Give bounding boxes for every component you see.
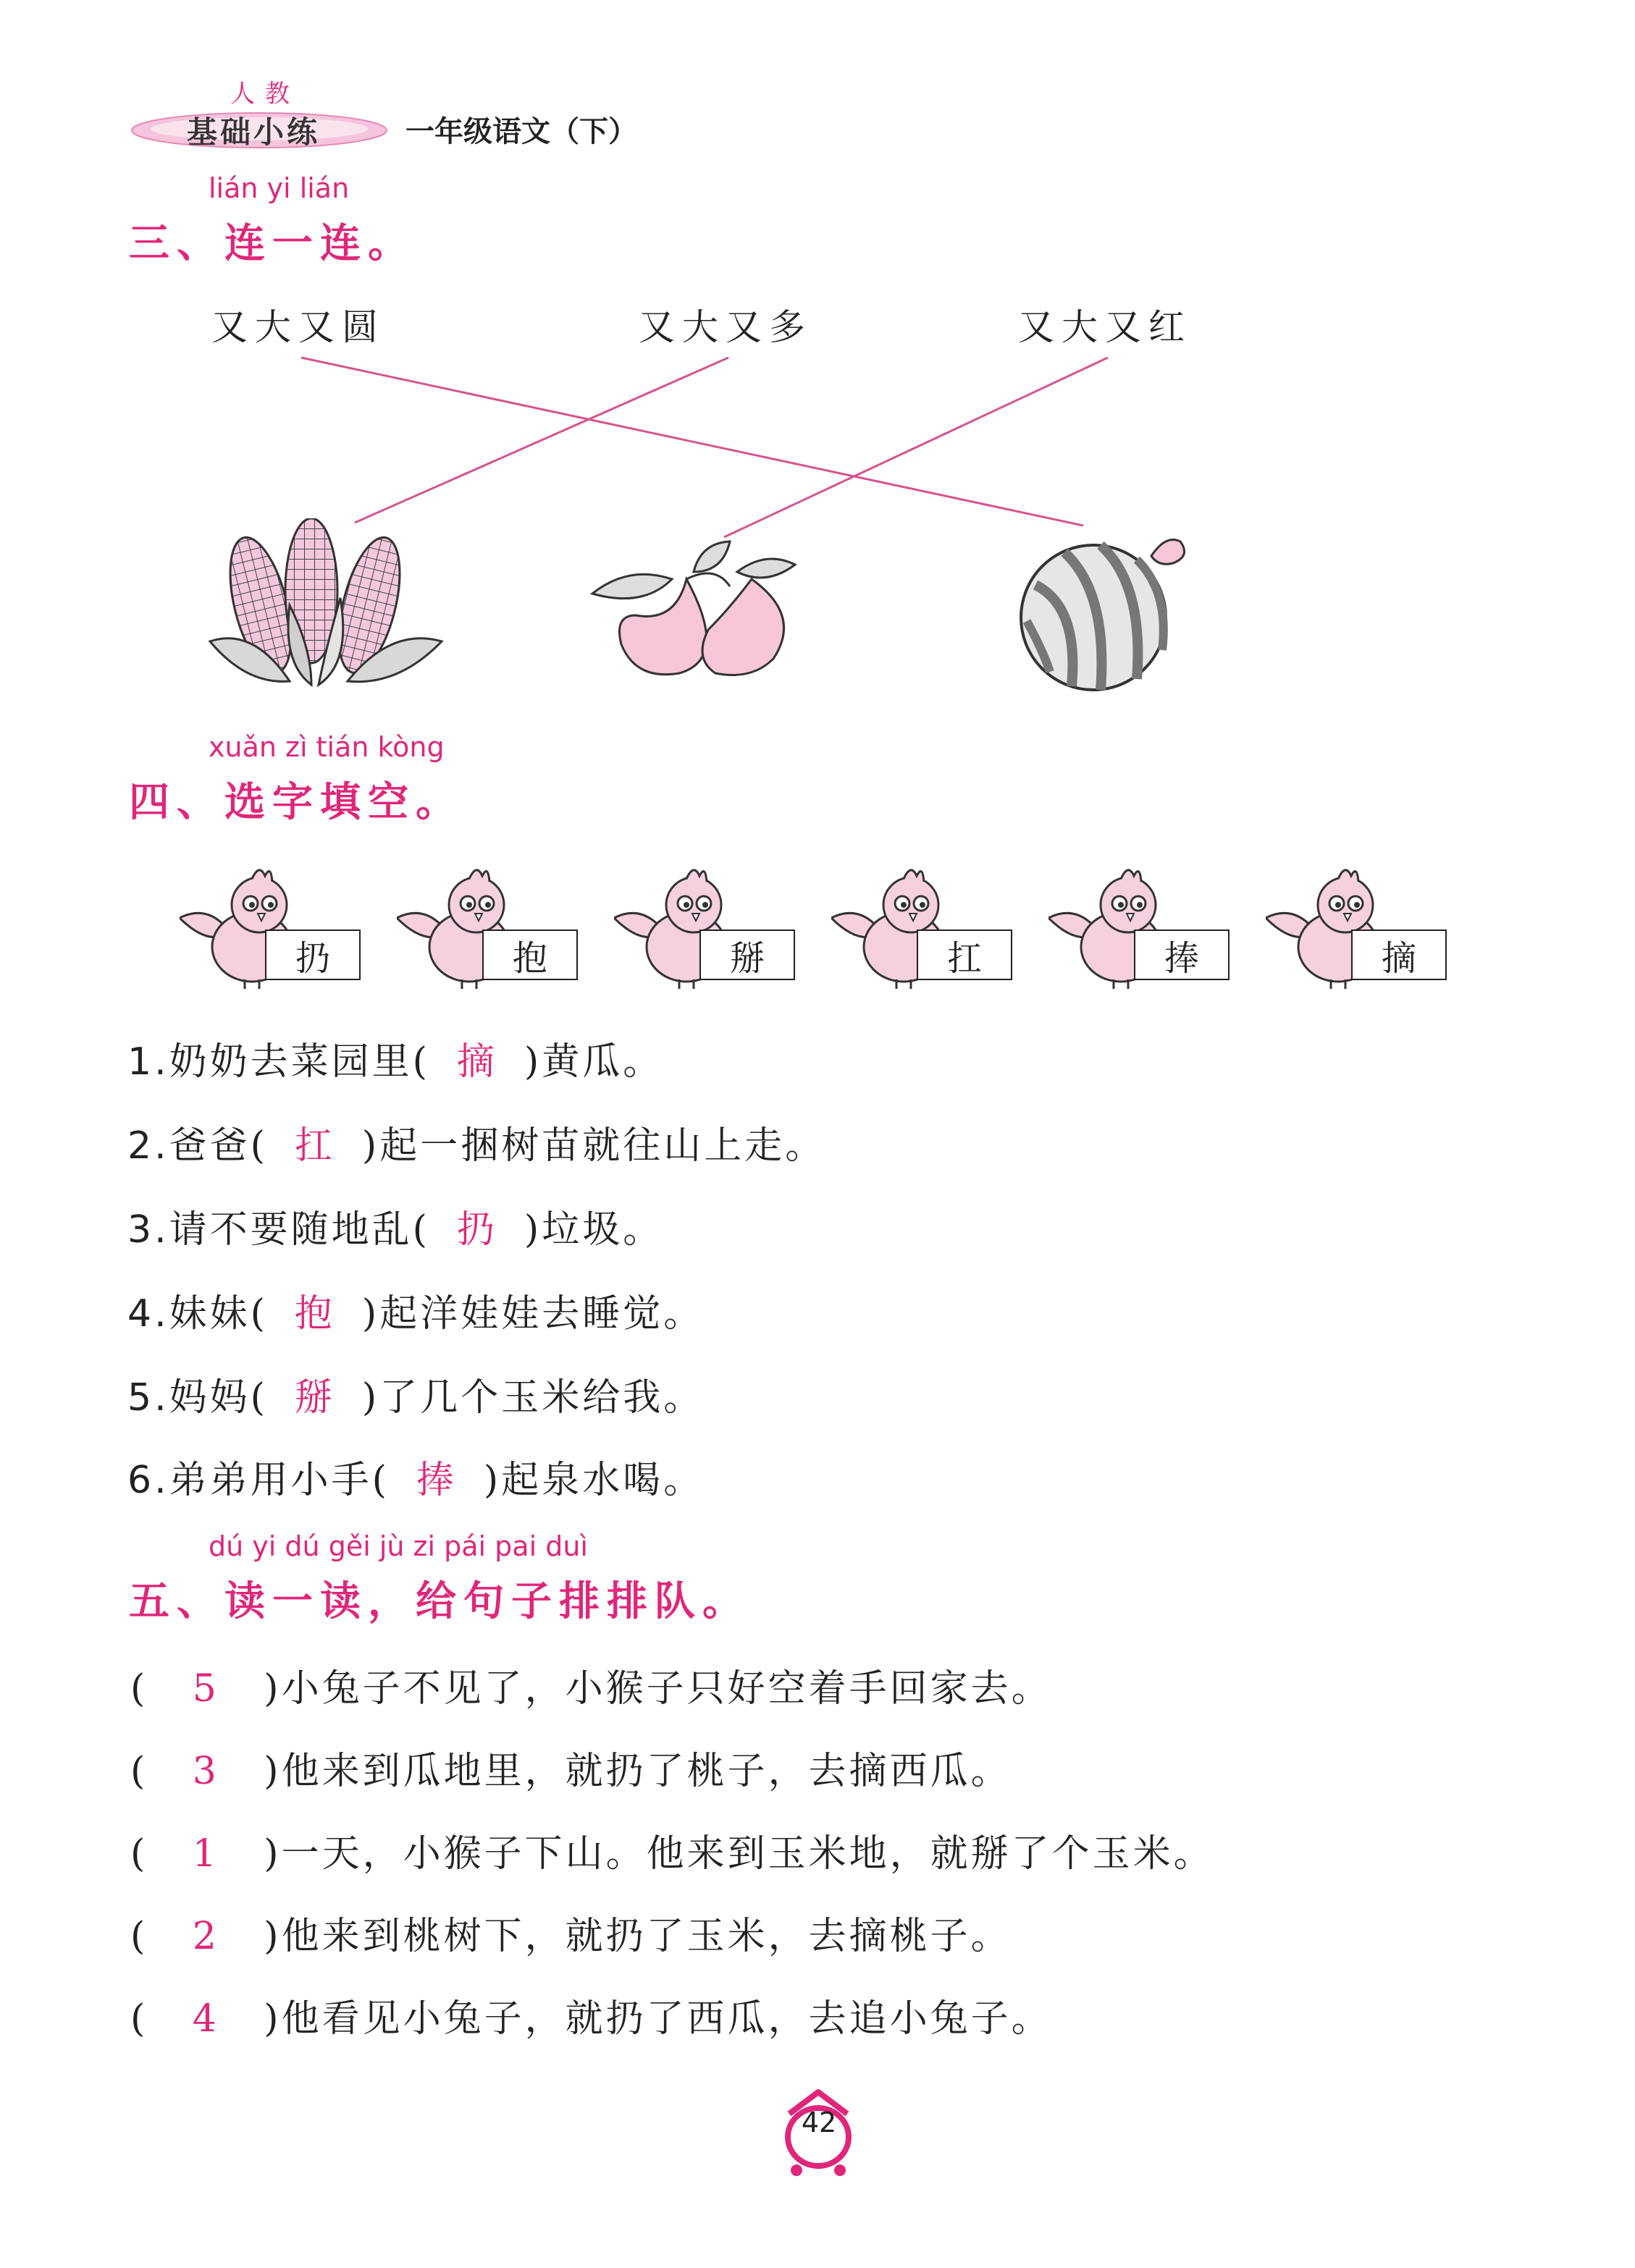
answer-4[interactable]: 抱 [294, 1292, 335, 1336]
line-red-peach [724, 358, 1108, 537]
answer-1[interactable]: 摘 [456, 1040, 497, 1084]
order-item-2: ( 3 )他来到瓜地里，就扔了桃子，去摘西瓜。 [130, 1750, 1012, 1793]
word-card-6[interactable]: 摘 [1351, 929, 1447, 980]
order-item-1: ( 5 )小兔子不见了，小猴子只好空着手回家去。 [130, 1667, 1052, 1711]
watermelon-icon [1014, 527, 1202, 694]
section5-title: 五、读一读，给句子排排队。 [129, 1578, 750, 1625]
publisher-label: 人教 [230, 80, 300, 109]
peach-icon [585, 536, 831, 680]
answer-6[interactable]: 捧 [416, 1459, 457, 1502]
word-card-1[interactable]: 扔 [265, 929, 361, 980]
word-card-3[interactable]: 掰 [699, 929, 795, 980]
grade-label: 一年级语文（下） [405, 115, 637, 148]
brand-title: 基础小练 [187, 114, 321, 150]
order-item-5: ( 4 )他看见小兔子，就扔了西瓜，去追小兔子。 [130, 1997, 1052, 2041]
section4-pinyin: xuǎn zì tián kòng [209, 731, 445, 763]
fill-item-1: 1.奶奶去菜园里( 摘 )黄瓜。 [127, 1031, 663, 1085]
section5-pinyin: dú yi dú gěi jù zi pái pai duì [209, 1530, 588, 1562]
fill-item-4: 4.妹妹( 抱 )起洋娃娃去睡觉。 [127, 1283, 704, 1337]
page-number: 42 [801, 2107, 837, 2138]
answer-3[interactable]: 扔 [456, 1208, 497, 1252]
phrase-many: 又大又多 [639, 306, 812, 348]
answer-2[interactable]: 扛 [294, 1124, 335, 1168]
order-answer-4[interactable]: 2 [192, 1915, 219, 1958]
fill-item-3: 3.请不要随地乱( 扔 )垃圾。 [127, 1199, 663, 1253]
order-answer-1[interactable]: 5 [192, 1667, 219, 1711]
order-answer-5[interactable]: 4 [192, 1997, 219, 2041]
fill-item-6: 6.弟弟用小手( 捧 )起泉水喝。 [127, 1449, 704, 1504]
phrase-red: 又大又红 [1018, 306, 1192, 348]
corn-icon [203, 518, 449, 692]
order-answer-3[interactable]: 1 [192, 1832, 219, 1876]
word-card-4[interactable]: 扛 [917, 929, 1012, 980]
line-many-corn [355, 358, 728, 523]
word-card-5[interactable]: 捧 [1134, 929, 1230, 980]
phrase-round: 又大又圆 [211, 306, 385, 348]
order-answer-2[interactable]: 3 [192, 1750, 219, 1793]
section3-title: 三、连一连。 [129, 220, 416, 267]
line-round-watermelon [301, 358, 1083, 526]
section4-title: 四、选字填空。 [129, 779, 463, 826]
fill-item-5: 5.妈妈( 掰 )了几个玉米给我。 [127, 1367, 704, 1421]
order-item-3: ( 1 )一天，小猴子下山。他来到玉米地，就掰了个玉米。 [130, 1832, 1214, 1876]
word-card-2[interactable]: 抱 [482, 929, 578, 980]
section3-pinyin: lián yi lián [209, 172, 350, 204]
answer-5[interactable]: 掰 [294, 1376, 335, 1420]
fill-item-2: 2.爸爸( 扛 )起一捆树苗就往山上走。 [127, 1115, 825, 1169]
order-item-4: ( 2 )他来到桃树下，就扔了玉米，去摘桃子。 [130, 1915, 1012, 1958]
